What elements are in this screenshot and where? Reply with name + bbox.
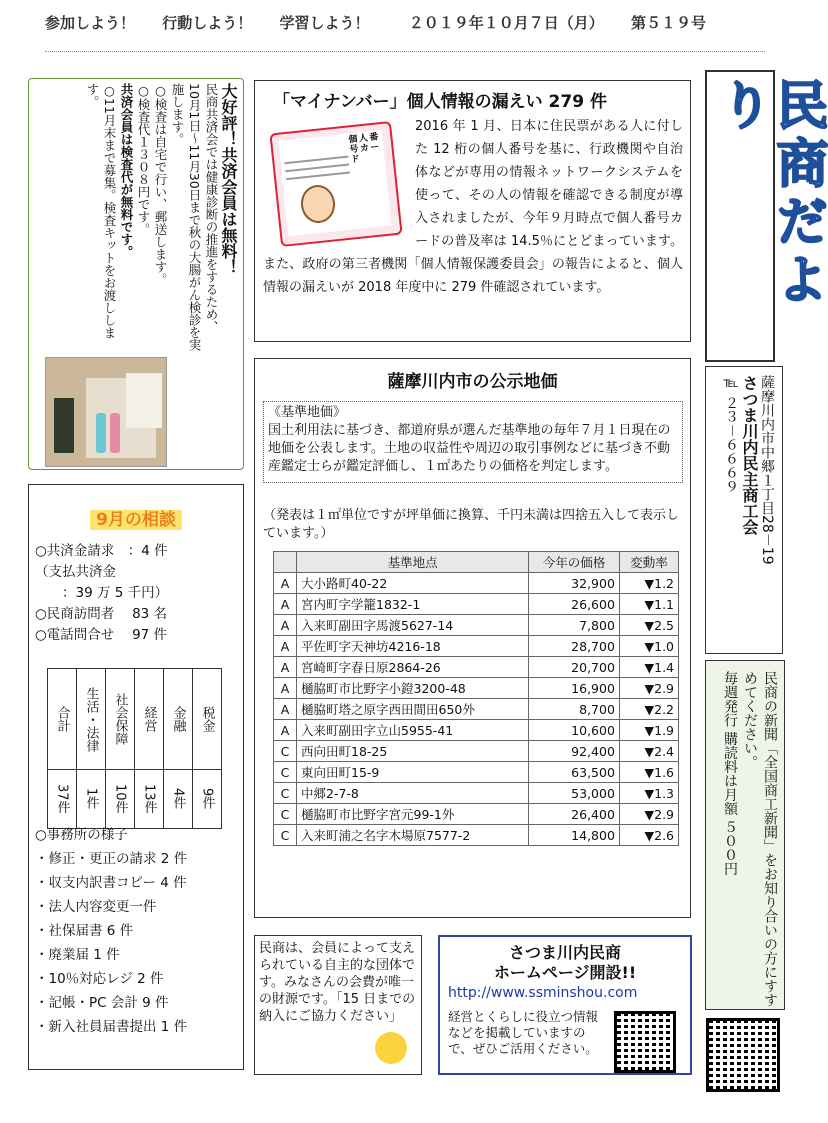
table-row xyxy=(274,573,679,594)
consult-table-value: 1件 xyxy=(77,770,106,829)
table-cell: 8,700 xyxy=(529,699,620,720)
office-item: ・修正・更正の請求 2 件 xyxy=(35,851,188,867)
mynumber-body-wrap xyxy=(263,115,683,299)
kenshin-line: ○検査代１３０８円です。 xyxy=(136,83,151,236)
table-cell: C xyxy=(274,825,297,846)
table-cell: 63,500 xyxy=(529,762,620,783)
newspaper-line: 毎週発行 購読料は月額 ５００円 xyxy=(722,671,738,876)
newspaper-text xyxy=(720,671,780,1009)
table-cell: ▼2.9 xyxy=(619,678,678,699)
landprice-article xyxy=(254,358,691,918)
mynumber-title: 「マイナンバー」個人情報の漏えい 279 件 xyxy=(273,92,607,112)
consult-line: ○電話問合せ 97 件 xyxy=(35,627,168,643)
homepage-box xyxy=(438,935,692,1075)
table-header-row xyxy=(274,552,679,573)
table-row xyxy=(274,594,679,615)
consult-line: ○共済金請求 ：4 件 xyxy=(35,543,168,559)
address-text xyxy=(722,375,776,565)
table-cell: 53,000 xyxy=(529,783,620,804)
table-cell: ▼1.3 xyxy=(619,783,678,804)
table-cell: C xyxy=(274,741,297,762)
office-item: ・社保届書 6 件 xyxy=(35,923,134,939)
table-header: 変動率 xyxy=(619,552,678,573)
office-item: ・記帳・PC 会計 9 件 xyxy=(35,995,169,1011)
slogan-2: 行動しよう！ xyxy=(162,14,253,32)
table-cell: 入来町副田字馬渡5627-14 xyxy=(297,615,529,636)
table-cell: 92,400 xyxy=(529,741,620,762)
consult-table-value: 37件 xyxy=(48,770,77,829)
office-item: ・収支内訳書コピー 4 件 xyxy=(35,875,187,891)
mynumber-card-image xyxy=(267,119,407,249)
table-cell: A xyxy=(274,699,297,720)
landprice-table-body xyxy=(274,573,679,846)
table-cell: 入来町浦之名字木場原7577-2 xyxy=(297,825,529,846)
tel: ℡ ２３－６６６９ xyxy=(723,375,739,494)
consult-table-value: 10件 xyxy=(106,770,135,829)
chick-icon xyxy=(375,1032,407,1064)
kenshin-line: ○検査は自宅で行い、郵送します。 xyxy=(153,83,168,286)
consult-title-text: 9月の相談 xyxy=(90,510,182,530)
card-label: 個人番号カード xyxy=(347,132,380,166)
table-row xyxy=(274,636,679,657)
table-cell: 10,600 xyxy=(529,720,620,741)
slogan-1: 参加しよう！ xyxy=(45,14,136,32)
mynumber-article xyxy=(254,80,691,342)
logo-text: 民商だより xyxy=(711,78,828,310)
membership-fee-text: 民商は、会員によって支えられている自主的な団体です。みなさんの会費が唯一の財源です。「15 日までの納入にご協力ください」 xyxy=(259,941,416,1024)
table-cell: ▼2.5 xyxy=(619,615,678,636)
table-cell: 20,700 xyxy=(529,657,620,678)
consult-table-header: 社会保障 xyxy=(106,669,135,770)
table-cell: ▼1.4 xyxy=(619,657,678,678)
table-cell: ▼1.2 xyxy=(619,573,678,594)
table-cell: A xyxy=(274,594,297,615)
landprice-table xyxy=(273,551,679,846)
table-cell: 西向田町18-25 xyxy=(297,741,529,762)
line-qr-code xyxy=(706,1018,780,1092)
consult-title xyxy=(29,505,243,530)
consult-line: （支払共済金 xyxy=(35,564,116,580)
table-cell: A xyxy=(274,636,297,657)
table-row xyxy=(274,657,679,678)
consult-table-header: 経営 xyxy=(135,669,164,770)
table-row xyxy=(274,825,679,846)
table-row xyxy=(274,741,679,762)
landprice-note-body: 国土利用法に基づき、都道府県が選んだ基準地の毎年７月１日現在の地価を公表します。土地の収益性や周辺の取引事例などに基づき不動産鑑定士らが鑑定評価し、１㎡あたりの価格を判定します。 xyxy=(268,423,671,474)
table-row xyxy=(274,699,679,720)
table-cell: ▼1.6 xyxy=(619,762,678,783)
homepage-title: さつま川内民商 ホームページ開設!! xyxy=(493,943,637,982)
consult-lines xyxy=(35,541,168,646)
table-row xyxy=(274,720,679,741)
table-cell: ▼2.9 xyxy=(619,804,678,825)
page-header xyxy=(45,12,765,52)
table-cell: C xyxy=(274,804,297,825)
table-cell: ▼1.0 xyxy=(619,636,678,657)
table-cell: 樋脇町市比野字宮元99-1外 xyxy=(297,804,529,825)
mynumber-body: 2016 年 1 月、日本に住民票がある人に付した 12 桁の個人番号を基に、行政機関や自治体などが専用の情報ネットワークシステムを使って、その人の情報を確認できる制度が導入されましたが、今年９月時点で個人番号カードの普及率は 14.5％にとどまっています。また、政府の第三者機関「個人情報保護委員会」の報告によると、個人情報の漏えいが 2018 年度中に 279 件確認されています。 xyxy=(263,119,683,295)
face-icon xyxy=(299,183,337,224)
office-item: ・法人内容変更一件 xyxy=(35,899,157,915)
kenshin-text xyxy=(84,83,237,353)
consult-line: ：39 万 5 千円） xyxy=(35,585,169,601)
table-cell: 樋脇町塔之原字西田間田650外 xyxy=(297,699,529,720)
table-row xyxy=(274,783,679,804)
consult-table-value: 13件 xyxy=(135,770,164,829)
table-header: 基準地点 xyxy=(297,552,529,573)
consult-table-header: 生活・法律 xyxy=(77,669,106,770)
consult-table-header: 金融 xyxy=(164,669,193,770)
table-cell: 東向田町15-9 xyxy=(297,762,529,783)
table-cell: 26,600 xyxy=(529,594,620,615)
issue-number: 第５１９号 xyxy=(631,14,707,32)
consult-table-header-row xyxy=(48,669,222,770)
office-list xyxy=(35,847,187,1039)
kenshin-line: 共済会員は検査代が無料です。 xyxy=(119,83,134,258)
table-cell: 宮崎町字春日原2864-26 xyxy=(297,657,529,678)
newspaper-ad xyxy=(705,660,785,1010)
table-cell: 大小路町40-22 xyxy=(297,573,529,594)
table-cell: ▼2.6 xyxy=(619,825,678,846)
kenshin-box xyxy=(28,78,244,470)
table-row xyxy=(274,678,679,699)
consult-table xyxy=(47,668,222,829)
office-status xyxy=(35,823,187,1039)
address-box xyxy=(705,366,783,654)
kenshin-line: 民商共済会では健康診断の推進をするため、 xyxy=(204,83,219,333)
office-item: ・新入社員届書提出 1 件 xyxy=(35,1019,188,1035)
issue-date: ２０１９年１０月７日（月） xyxy=(408,14,604,32)
landprice-note-head: 《基準地価》 xyxy=(268,405,347,420)
homepage-qr-code xyxy=(614,1011,676,1073)
kenshin-line: 10月1日～11月30日まで秋の大腸がん検診を実施します。 xyxy=(170,83,202,352)
table-cell: C xyxy=(274,762,297,783)
address: 薩摩川内市中郷１丁目28－19 xyxy=(759,375,775,565)
org-name: さつま川内民主商工会 xyxy=(740,375,759,535)
consult-table-value-row xyxy=(48,770,222,829)
landprice-note xyxy=(263,401,683,483)
table-cell: A xyxy=(274,657,297,678)
card-illustration xyxy=(269,121,402,247)
consult-table-header: 合計 xyxy=(48,669,77,770)
table-cell: ▼2.2 xyxy=(619,699,678,720)
table-cell: 28,700 xyxy=(529,636,620,657)
office-title: ○事務所の様子 xyxy=(35,827,128,843)
table-cell: 樋脇町市比野字小鐙3200-48 xyxy=(297,678,529,699)
table-row xyxy=(274,762,679,783)
consult-table-value: 9件 xyxy=(193,770,222,829)
table-cell: 32,900 xyxy=(529,573,620,594)
table-cell: 宮内町字学籠1832-1 xyxy=(297,594,529,615)
table-cell: 平佐町字天神坊4216-18 xyxy=(297,636,529,657)
consult-table-header: 税金 xyxy=(193,669,222,770)
table-cell: 26,400 xyxy=(529,804,620,825)
test-kit-photo xyxy=(45,357,167,467)
table-cell: 入来町副田字立山5955-41 xyxy=(297,720,529,741)
consult-line: ○民商訪問者 83 名 xyxy=(35,606,168,622)
table-cell: A xyxy=(274,720,297,741)
table-row xyxy=(274,804,679,825)
consult-table-value: 4件 xyxy=(164,770,193,829)
homepage-desc: 経営とくらしに役立つ情報などを掲載していますので、ぜひご活用ください。 xyxy=(448,1009,599,1056)
landprice-sub: （発表は１㎡単位ですが坪単価に換算、千円未満は四捨五入して表示しています。） xyxy=(263,508,680,541)
table-header: 今年の価格 xyxy=(529,552,620,573)
newspaper-line: 民商の新聞「全国商工新聞」をお知り合いの方にすすめてください。 xyxy=(742,671,778,1007)
office-item: ・廃業届 1 件 xyxy=(35,947,120,963)
kenshin-title: 大好評！共済会員は無料！ xyxy=(219,83,238,275)
landprice-title: 薩摩川内市の公示地価 xyxy=(387,372,558,392)
membership-fee-box xyxy=(254,935,422,1075)
kenshin-line: ○11月末まで募集。検査キットをお渡しします。 xyxy=(85,83,117,339)
table-cell: ▼2.4 xyxy=(619,741,678,762)
table-cell: A xyxy=(274,678,297,699)
table-cell: 16,900 xyxy=(529,678,620,699)
table-cell: A xyxy=(274,573,297,594)
table-cell: 7,800 xyxy=(529,615,620,636)
table-cell: C xyxy=(274,783,297,804)
table-row xyxy=(274,615,679,636)
table-cell: A xyxy=(274,615,297,636)
table-cell: ▼1.1 xyxy=(619,594,678,615)
table-cell: ▼1.9 xyxy=(619,720,678,741)
table-header xyxy=(274,552,297,573)
office-item: ・10％対応レジ 2 件 xyxy=(35,971,164,987)
table-cell: 14,800 xyxy=(529,825,620,846)
homepage-url[interactable]: http://www.ssminshou.com xyxy=(448,985,638,1001)
table-cell: 中郷2-7-8 xyxy=(297,783,529,804)
consult-box xyxy=(28,484,244,1070)
slogan-3: 学習しよう！ xyxy=(279,14,370,32)
masthead-logo xyxy=(705,70,828,362)
